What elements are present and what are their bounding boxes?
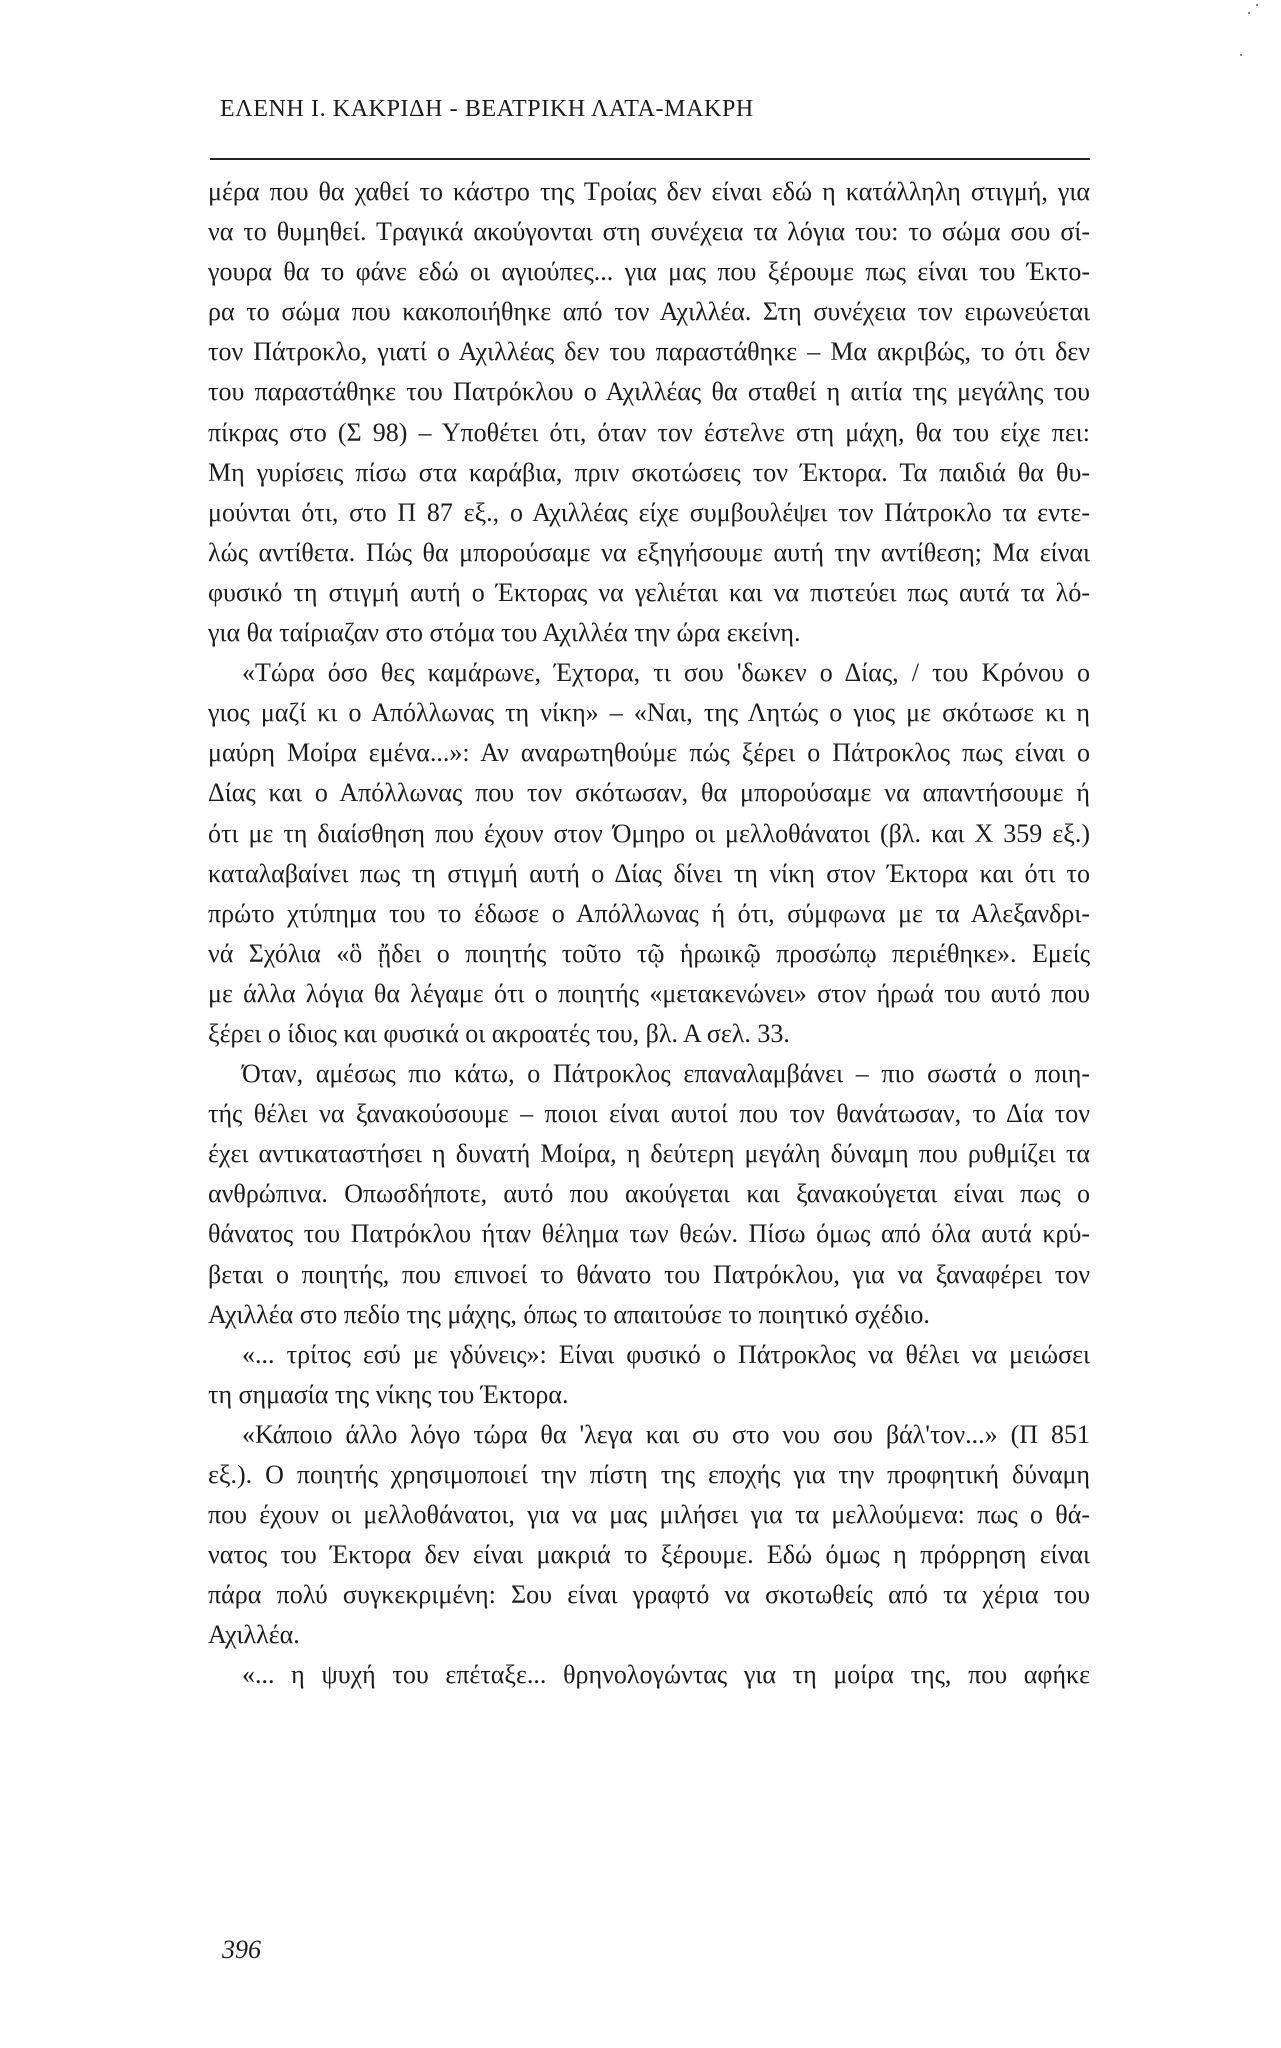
text-line: Μη γυρίσεις πίσω στα καράβια, πριν σκοτώσεις τον Έκτορα. Τα παιδιά θα θυ- xyxy=(208,457,1090,487)
text-line: Αχιλλέα. xyxy=(208,1620,300,1650)
text-line: θάνατος του Πατρόκλου ήταν θέλημα των θεών. Πίσω όμως από όλα αυτά κρύ- xyxy=(208,1219,1090,1249)
text-line: ότι με τη διαίσθηση που έχουν στον Όμηρο οι μελλοθάνατοι (βλ. και Χ 359 εξ.) xyxy=(208,818,1090,848)
text-line: πίκρας στο (Σ 98) – Υποθέτει ότι, όταν τον έστελνε στη μάχη, θα του είχε πει: xyxy=(208,417,1090,447)
scan-speck xyxy=(1240,54,1242,56)
text-line: Όταν, αμέσως πιο κάτω, ο Πάτροκλος επαναλαμβάνει – πιο σωστά ο ποιη- xyxy=(242,1059,1090,1089)
text-line: ξέρει ο ίδιος και φυσικά οι ακροατές του, βλ. Α σελ. 33. xyxy=(208,1018,790,1048)
text-line: μαύρη Μοίρα εμένα...»: Αν αναρωτηθούμε πώς ξέρει ο Πάτροκλος πως είναι ο xyxy=(208,738,1090,768)
text-line: τον Πάτροκλο, γιατί ο Αχιλλέας δεν του παραστάθηκε – Μα ακριβώς, το ότι δεν xyxy=(208,337,1090,367)
text-line: ανθρώπινα. Οπωσδήποτε, αυτό που ακούγεται και ξανακούγεται είναι πως ο xyxy=(208,1179,1090,1209)
header-rule xyxy=(210,158,1090,160)
text-line: εξ.). Ο ποιητής χρησιμοποιεί την πίστη της εποχής για την προφητική δύναμη xyxy=(208,1460,1090,1489)
text-line: πρώτο χτύπημα του το έδωσε ο Απόλλωνας ή ότι, σύμφωνα με τα Αλεξανδρι- xyxy=(208,898,1090,928)
text-line: που έχουν οι μελλοθάνατοι, για να μας μιλήσει για τα μελλούμενα: πως ο θά- xyxy=(208,1500,1090,1530)
text-line: γουρα θα το φάνε εδώ οι αγιούπες... για μας που ξέρουμε πως είναι του Έκτο- xyxy=(208,257,1090,287)
text-line: καταλαβαίνει πως τη στιγμή αυτή ο Δίας δίνει τη νίκη στον Έκτορα και ότι το xyxy=(208,858,1090,888)
text-line: «... τρίτος εσύ με γδύνεις»: Είναι φυσικό ο Πάτροκλος να θέλει να μειώσει xyxy=(242,1339,1090,1369)
text-line: λώς αντίθετα. Πώς θα μπορούσαμε να εξηγήσουμε αυτή την αντίθεση; Μα είναι xyxy=(208,537,1090,567)
text-line: φυσικό τη στιγμή αυτή ο Έκτορας να γελιέται και να πιστεύει πως αυτά τα λό- xyxy=(208,577,1090,607)
text-line: «Τώρα όσο θες καμάρωνε, Έχτορα, τι σου 'δωκεν ο Δίας, / του Κρόνου ο xyxy=(242,658,1090,688)
text-line: νά Σχόλια «ὃ ᾔδει ο ποιητής τοῦτο τῷ ἡρωικῷ προσώπῳ περιέθηκε». Εμείς xyxy=(208,938,1090,968)
text-line: για θα ταίριαζαν στο στόμα του Αχιλλέα την ώρα εκείνη. xyxy=(208,618,801,648)
text-line: Δίας και ο Απόλλωνας που τον σκότωσαν, θα μπορούσαμε να απαντήσουμε ή xyxy=(208,778,1090,808)
text-line: πάρα πολύ συγκεκριμένη: Σου είναι γραφτό να σκοτωθείς από τα χέρια του xyxy=(208,1580,1090,1610)
scan-speck xyxy=(1248,12,1250,14)
text-line: του παραστάθηκε του Πατρόκλου ο Αχιλλέας θα σταθεί η αιτία της μεγάλης του xyxy=(208,377,1090,407)
text-line: τής θέλει να ξανακούσουμε – ποιοι είναι αυτοί που τον θανάτωσαν, το Δία τον xyxy=(208,1099,1090,1129)
text-line: τη σημασία της νίκης του Έκτορα. xyxy=(208,1379,569,1409)
text-line: «Κάποιο άλλο λόγο τώρα θα 'λεγα και συ στο νου σου βάλ'τον...» (Π 851 xyxy=(242,1419,1090,1449)
text-line: Αχιλλέα στο πεδίο της μάχης, όπως το απαιτούσε το ποιητικό σχέδιο. xyxy=(208,1299,930,1329)
text-line: γιος μαζί κι ο Απόλλωνας τη νίκη» – «Ναι, της Λητώς ο γιος με σκότωσε κι η xyxy=(208,698,1090,728)
page-number: 396 xyxy=(222,1935,261,1964)
text-line: ρα το σώμα που κακοποιήθηκε από τον Αχιλλέα. Στη συνέχεια τον ειρωνεύεται xyxy=(208,297,1090,327)
scan-speck xyxy=(1256,4,1258,6)
text-line: βεται ο ποιητής, που επινοεί το θάνατο του Πατρόκλου, για να ξαναφέρει τον xyxy=(208,1259,1090,1289)
text-line: έχει αντικαταστήσει η δυνατή Μοίρα, η δεύτερη μεγάλη δύναμη που ρυθμίζει τα xyxy=(208,1139,1090,1169)
text-line: νατος του Έκτορα δεν είναι μακριά το ξέρουμε. Εδώ όμως η πρόρρηση είναι xyxy=(208,1540,1090,1570)
text-line: με άλλα λόγια θα λέγαμε ότι ο ποιητής «μετακενώνει» στον ήρωά του αυτό που xyxy=(208,978,1090,1008)
text-line: «... η ψυχή του επέταξε... θρηνολογώντας για τη μοίρα της, που αφήκε xyxy=(242,1660,1090,1690)
text-line: μέρα που θα χαθεί το κάστρο της Τροίας δεν είναι εδώ η κατάλληλη στιγμή, για xyxy=(208,177,1090,206)
body-text xyxy=(208,172,1090,1696)
text-line: μούνται ότι, στο Π 87 εξ., ο Αχιλλέας είχε συμβουλέψει τον Πάτροκλο τα εντε- xyxy=(208,497,1090,527)
running-head: ΕΛΕΝΗ Ι. ΚΑΚΡΙΔΗ - ΒΕΑΤΡΙΚΗ ΛΑΤΑ-ΜΑΚΡΗ xyxy=(220,96,754,122)
text-line: να το θυμηθεί. Τραγικά ακούγονται στη συνέχεια τα λόγια του: το σώμα σου σί- xyxy=(208,217,1090,247)
